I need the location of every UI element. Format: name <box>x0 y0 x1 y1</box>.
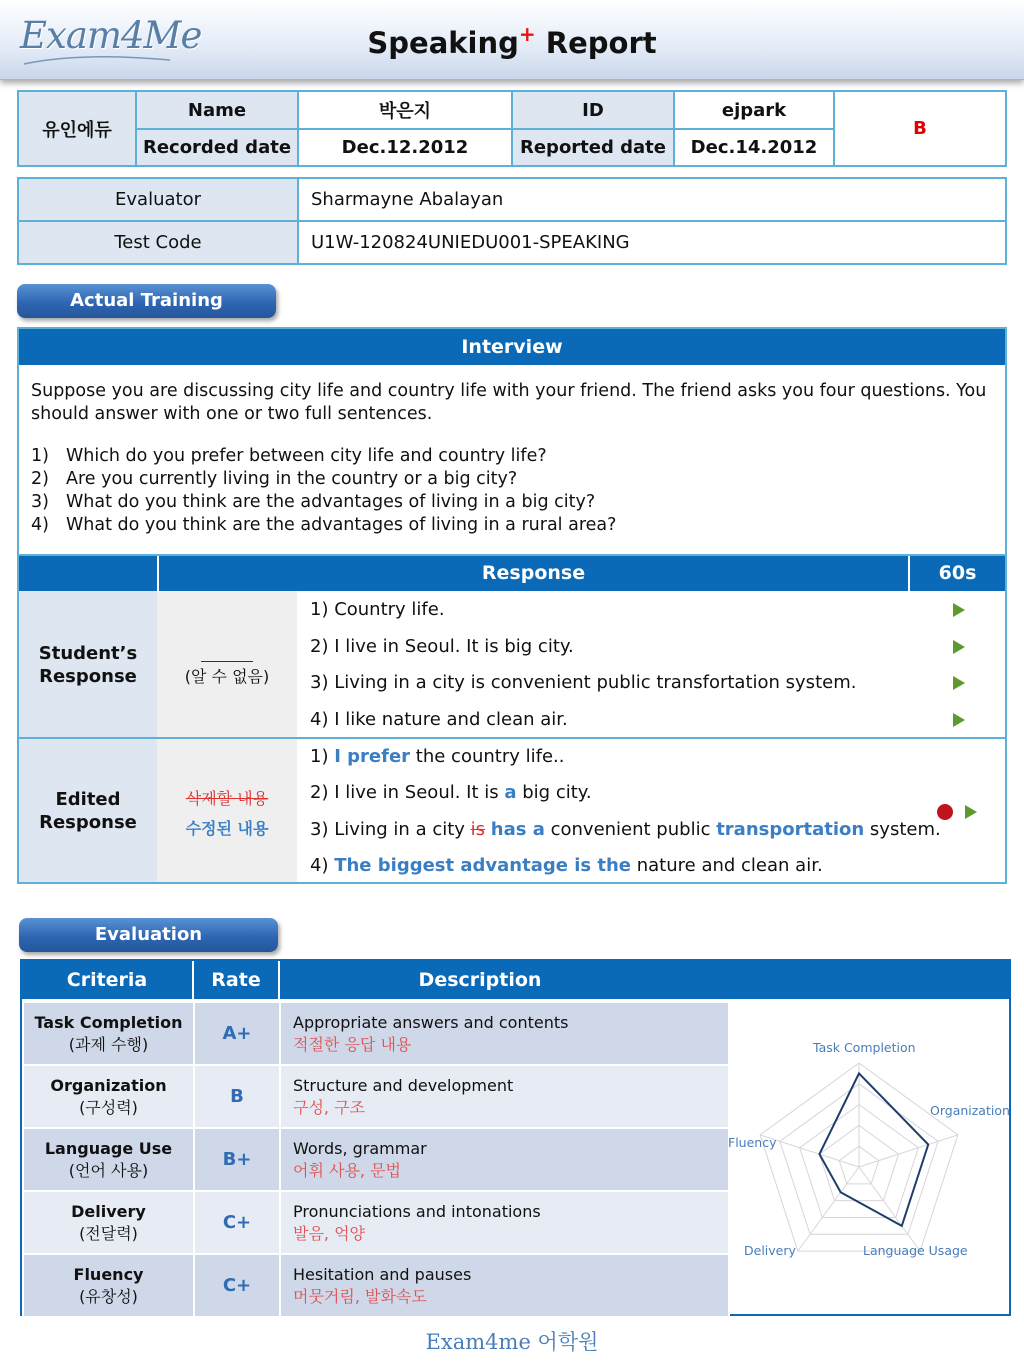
radar-axis-line <box>859 1135 958 1167</box>
time-limit: 60s <box>938 562 977 584</box>
list-item: 2) Are you currently living in the country or a big city? <box>31 469 518 489</box>
interview-prompt: Suppose you are discussing city life and country life with your friend. The friend asks you four questions. You should answer with one or two full sentences. <box>31 381 987 424</box>
edited-line-4: 4) The biggest advantage is the nature and clean air. <box>310 855 823 876</box>
play-icon[interactable] <box>953 676 965 690</box>
evaluator-table <box>17 177 1007 265</box>
id-label: ID <box>512 91 674 129</box>
edited-line-1: 1) I prefer the country life.. <box>310 746 565 767</box>
student-line-2: 2) I live in Seoul. It is big city. <box>310 636 574 657</box>
rate-cell: B+ <box>194 1128 280 1191</box>
description-cell: Words, grammar 어휘 사용, 문법 <box>280 1128 729 1191</box>
description-cell: Appropriate answers and contents 적절한 응답 내용 <box>280 1002 729 1065</box>
criteria-header: Criteria <box>66 969 148 991</box>
radar-axis-label: Organization <box>930 1103 1010 1118</box>
criteria-cell: Task Completion (과제 수행) <box>23 1002 194 1065</box>
list-item: 3) What do you think are the advantages of living in a big city? <box>31 492 596 512</box>
response-label: Response <box>481 562 586 584</box>
list-item: 4) What do you think are the advantages of living in a rural area? <box>31 515 617 535</box>
evaluation-tab: Evaluation <box>19 918 278 952</box>
org-name: 유인에듀 <box>18 91 136 166</box>
play-icon[interactable] <box>953 640 965 654</box>
student-info-table <box>17 90 1007 167</box>
rate-cell: B <box>194 1065 280 1128</box>
legend-deleted: 삭제할 내용 <box>185 789 269 808</box>
reported-date-label: Reported date <box>512 129 674 166</box>
description-cell: Structure and development 구성, 구조 <box>280 1065 729 1128</box>
overall-grade: B <box>834 91 1006 166</box>
radar-axis-label: Fluency <box>728 1135 777 1150</box>
student-line-4: 4) I like nature and clean air. <box>310 709 568 730</box>
play-icon[interactable] <box>953 713 965 727</box>
edited-response-label: Edited Response <box>39 789 137 833</box>
criteria-cell: Language Use (언어 사용) <box>23 1128 194 1191</box>
description-cell: Hesitation and pauses 머뭇거림, 발화속도 <box>280 1254 729 1317</box>
test-code: U1W-120824UNIEDU001-SPEAKING <box>298 221 1006 264</box>
recorded-date: Dec.12.2012 <box>298 129 512 166</box>
evaluation-table <box>22 1001 730 1318</box>
interview-heading: Interview <box>19 329 1005 365</box>
record-icon[interactable] <box>937 804 953 820</box>
actual-training-tab: Actual Training <box>17 284 276 318</box>
rate-cell: C+ <box>194 1254 280 1317</box>
student-line-1: 1) Country life. <box>310 599 445 620</box>
logo: Exam4Me <box>20 14 202 57</box>
recorded-date-label: Recorded date <box>136 129 298 166</box>
test-code-label: Test Code <box>18 221 298 264</box>
footer-brand: Exam4me 어학원 <box>425 1330 599 1354</box>
underline-icon <box>201 661 253 662</box>
question-list <box>31 445 991 537</box>
rate-cell: C+ <box>194 1191 280 1254</box>
table-row <box>23 1191 729 1254</box>
radar-axis-label: Task Completion <box>813 1040 916 1055</box>
edit-legend-cell <box>157 739 297 882</box>
description-cell: Pronunciations and intonations 발음, 억양 <box>280 1191 729 1254</box>
edited-line-2: 2) I live in Seoul. It is a big city. <box>310 782 592 803</box>
evaluator-name: Sharmayne Abalayan <box>298 178 1006 221</box>
radar-axis-label: Delivery <box>744 1243 796 1258</box>
rate-header: Rate <box>211 969 261 991</box>
student-id: ejpark <box>674 91 834 129</box>
legend-corrected: 수정된 내용 <box>185 819 269 838</box>
table-row <box>23 1128 729 1191</box>
student-line-3: 3) Living in a city is convenient public transfortation system. <box>310 672 857 693</box>
rate-cell: A+ <box>194 1002 280 1065</box>
edited-line-3: 3) Living in a city is has a convenient public transportation system. <box>310 819 941 840</box>
play-icon[interactable] <box>953 603 965 617</box>
reported-date: Dec.14.2012 <box>674 129 834 166</box>
student-name: 박은지 <box>298 91 512 129</box>
table-row <box>23 1254 729 1317</box>
page-title: Speaking+ Report <box>367 22 657 60</box>
radar-axis-line <box>798 1167 859 1251</box>
radar-axis-line <box>859 1167 920 1251</box>
student-response-label: Student’s Response <box>38 643 138 687</box>
play-icon[interactable] <box>965 805 977 819</box>
table-row <box>23 1065 729 1128</box>
criteria-cell: Fluency (유창성) <box>23 1254 194 1317</box>
description-header: Description <box>418 969 542 991</box>
name-label: Name <box>136 91 298 129</box>
evaluator-label: Evaluator <box>18 178 298 221</box>
student-note: (알 수 없음) <box>184 667 270 686</box>
criteria-cell: Organization (구성력) <box>23 1065 194 1128</box>
table-row <box>23 1002 729 1065</box>
criteria-cell: Delivery (전달력) <box>23 1191 194 1254</box>
radar-axis-label: Language Usage <box>863 1243 968 1258</box>
list-item: 1) Which do you prefer between city life and country life? <box>31 446 547 466</box>
